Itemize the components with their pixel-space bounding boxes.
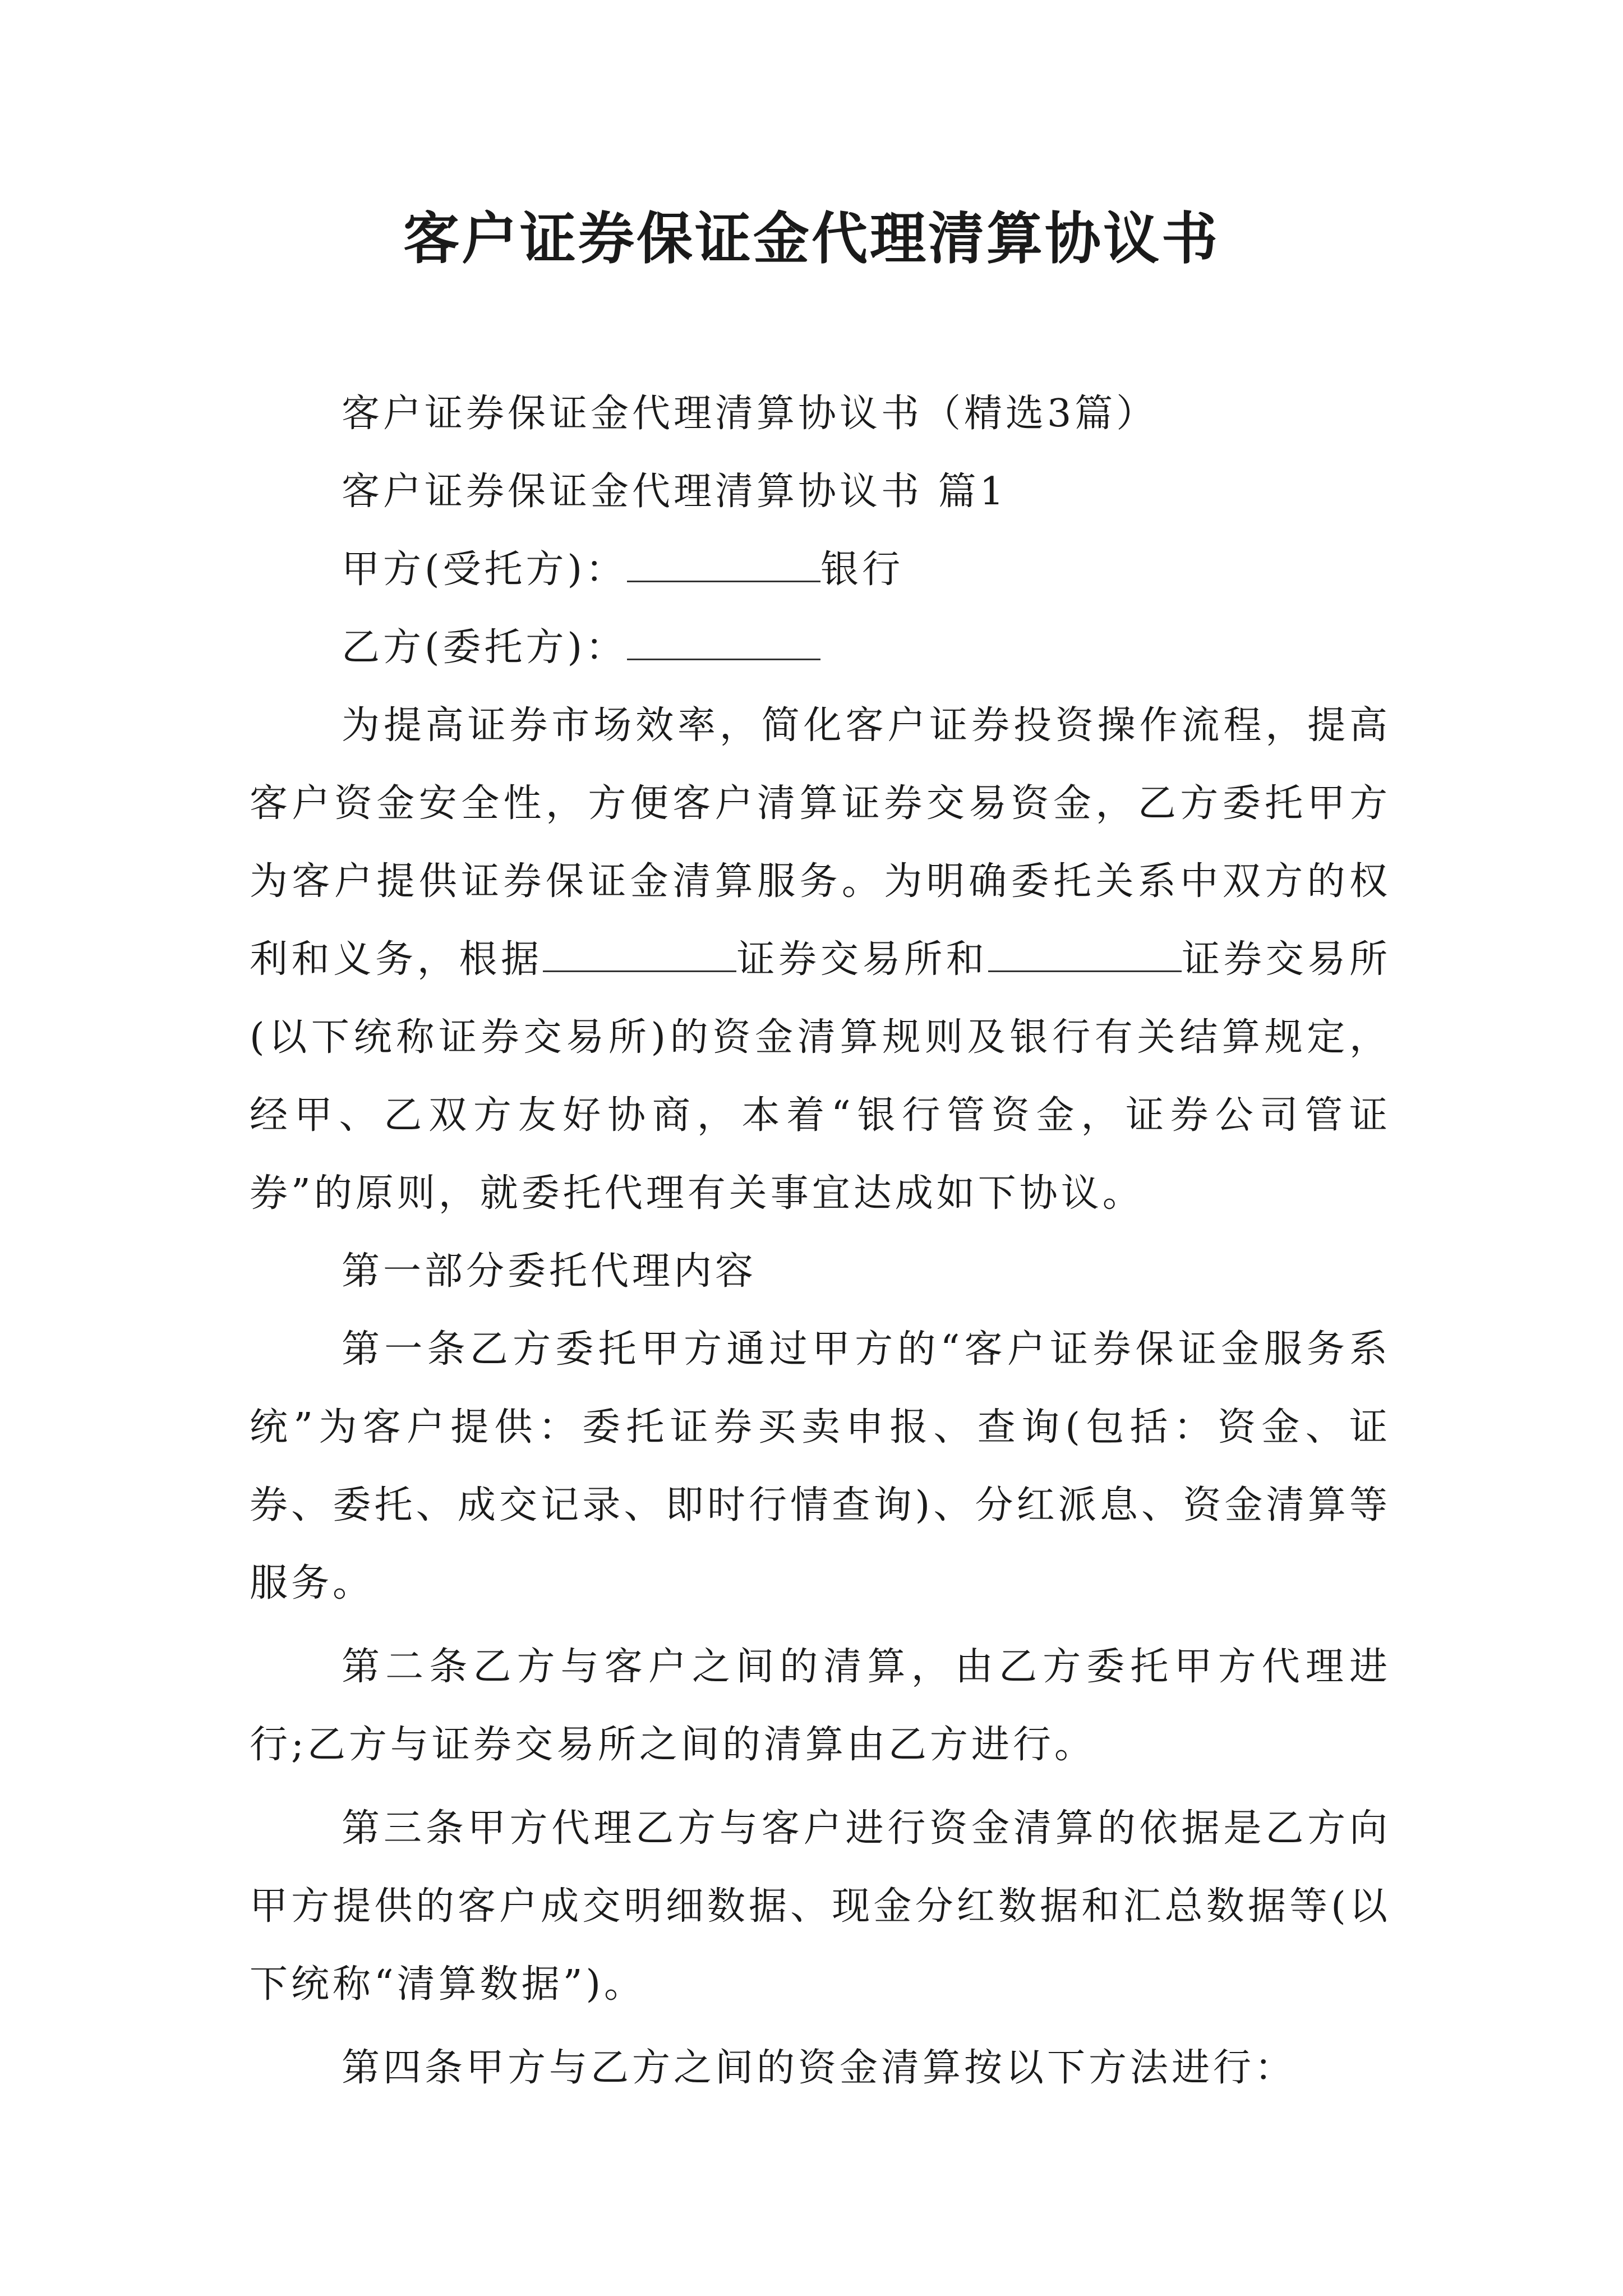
- party-a-blank: [627, 547, 820, 582]
- article-3: 第三条甲方代理乙方与客户进行资金清算的依据是乙方向甲方提供的客户成交明细数据、现金分红数据和汇总数据等(以下统称“清算数据”)。: [250, 1806, 1391, 2007]
- document-title: 客户证券保证金代理清算协议书: [403, 205, 1220, 272]
- exchange-blank-1: [543, 937, 736, 972]
- intro-text-2: 证券交易所和: [736, 937, 988, 982]
- exchange-blank-2: [988, 937, 1182, 972]
- article-4: 第四条甲方与乙方之间的资金清算按以下方法进行：: [342, 2046, 1297, 2090]
- party-b-blank: [627, 625, 820, 660]
- intro-text-1: 为提高证券市场效率，简化客户证券投资操作流程，提高客户资金安全性，方便客户清算证券交易资金，乙方委托甲方为客户提供证券保证金清算服务。为明确委托关系中双方的权利和义务，根据: [250, 703, 1391, 982]
- intro-paragraph: [250, 687, 1391, 1232]
- subtitle-line: 客户证券保证金代理清算协议书（精选3篇）: [342, 392, 1158, 436]
- party-a-label: 甲方(受托方)：: [342, 547, 628, 592]
- intro-text-3: 证券交易所(以下统称证券交易所)的资金清算规则及银行有关结算规定，经甲、乙双方友好协商，本着“银行管资金，证券公司管证券”的原则，就委托代理有关事宜达成如下协议。: [250, 937, 1391, 1216]
- party-b-label: 乙方(委托方)：: [342, 625, 628, 670]
- section-heading: 客户证券保证金代理清算协议书 篇1: [342, 470, 1007, 514]
- document-body: [250, 375, 1391, 2107]
- article-1: 第一条乙方委托甲方通过甲方的“客户证券保证金服务系统”为客户提供：委托证券买卖申报、查询(包括：资金、证券、委托、成交记录、即时行情查询)、分红派息、资金清算等服务。: [250, 1327, 1391, 1605]
- part-one-heading: 第一部分委托代理内容: [342, 1249, 757, 1294]
- party-a-line: [250, 531, 1391, 609]
- party-b-line: [250, 609, 1391, 687]
- article-2: 第二条乙方与客户之间的清算，由乙方委托甲方代理进行;乙方与证券交易所之间的清算由乙方进行。: [250, 1645, 1391, 1767]
- party-a-suffix: 银行: [820, 547, 904, 592]
